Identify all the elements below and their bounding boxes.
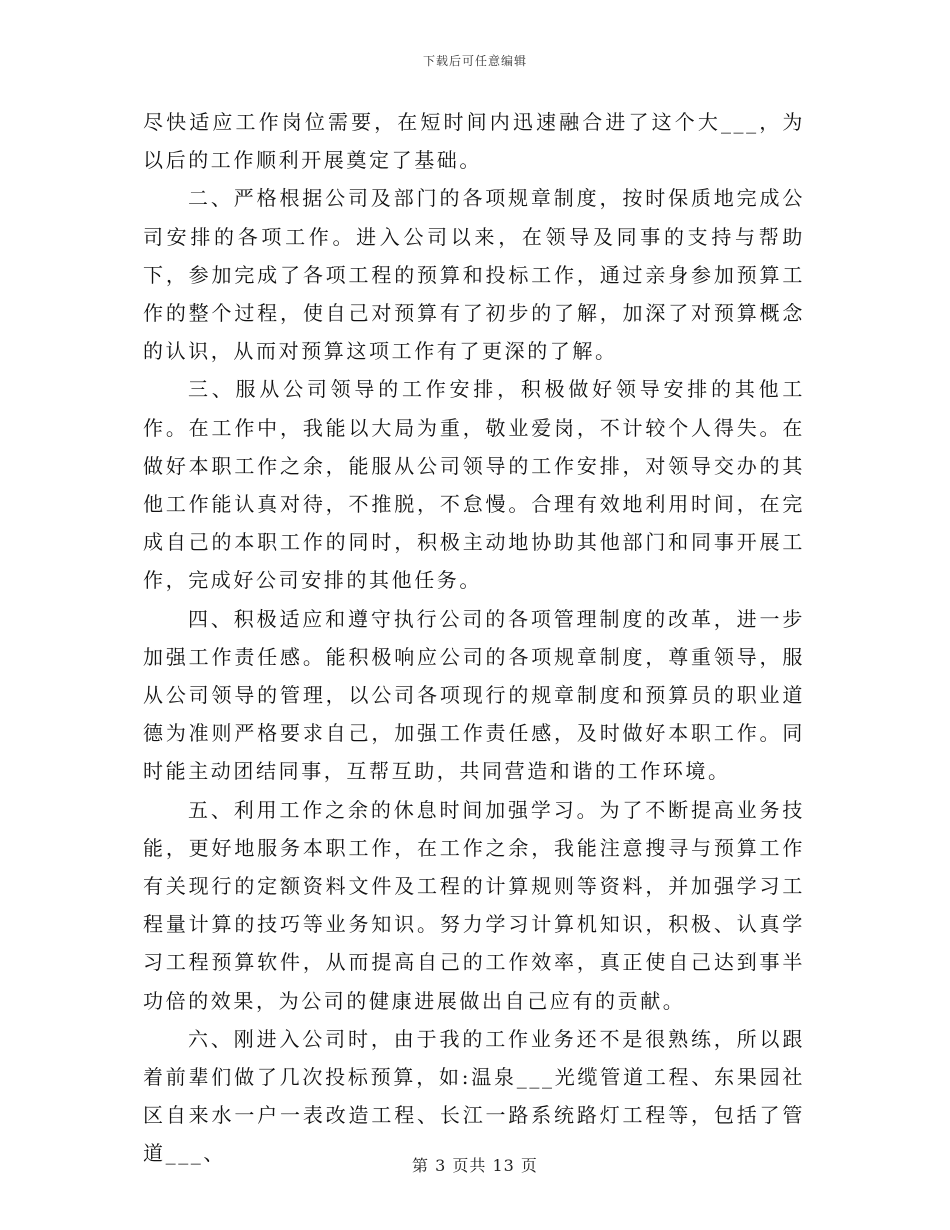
paragraph-3: 三、服从公司领导的工作安排，积极做好领导安排的其他工作。在工作中，我能以大局为重，敬业爱岗，不计较个人得失。在做好本职工作之余，能服从公司领导的工作安排，对领导交办的其他工作能认真对待，不推脱，不怠慢。合理有效地利用时间，在完成自己的本职工作的同时，积极主动地协助其他部门和同事开展工作，完成好公司安排的其他任务。 xyxy=(143,377,805,593)
paragraph-2: 二、严格根据公司及部门的各项规章制度，按时保质地完成公司安排的各项工作。进入公司以来，在领导及同事的支持与帮助下，参加完成了各项工程的预算和投标工作，通过亲身参加预算工作的整个过程，使自己对预算有了初步的了解，加深了对预算概念的认识，从而对预算这项工作有了更深的了解。 xyxy=(143,186,805,364)
page-header: 下载后可任意编辑 xyxy=(422,54,527,68)
paragraph-6: 六、刚进入公司时，由于我的工作业务还不是很熟练，所以跟着前辈们做了几次投标预算，如:温泉___光缆管道工程、东果园社区自来水一户一表改造工程、长江一路系统路灯工程等，包括了管道___、 xyxy=(143,1026,805,1166)
paragraph-5: 五、利用工作之余的休息时间加强学习。为了不断提高业务技能，更好地服务本职工作，在工作之余，我能注意搜寻与预算工作有关现行的定额资料文件及工程的计算规则等资料，并加强学习工程量计算的技巧等业务知识。努力学习计算机知识，积极、认真学习工程预算软件，从而提高自己的工作效率，真正使自己达到事半功倍的效果，为公司的健康进展做出自己应有的贡献。 xyxy=(143,797,805,1013)
paragraph-4: 四、积极适应和遵守执行公司的各项管理制度的改革，进一步加强工作责任感。能积极响应公司的各项规章制度，尊重领导，服从公司领导的管理，以公司各项现行的规章制度和预算员的职业道德为准则严格要求自己，加强工作责任感，及时做好本职工作。同时能主动团结同事，互帮互助，共同营造和谐的工作环境。 xyxy=(143,606,805,784)
paragraph-1: 尽快适应工作岗位需要，在短时间内迅速融合进了这个大___，为以后的工作顺利开展奠定了基础。 xyxy=(143,110,805,173)
document-body xyxy=(143,103,805,1173)
page-number: 第 3 页共 13 页 xyxy=(412,1156,538,1175)
